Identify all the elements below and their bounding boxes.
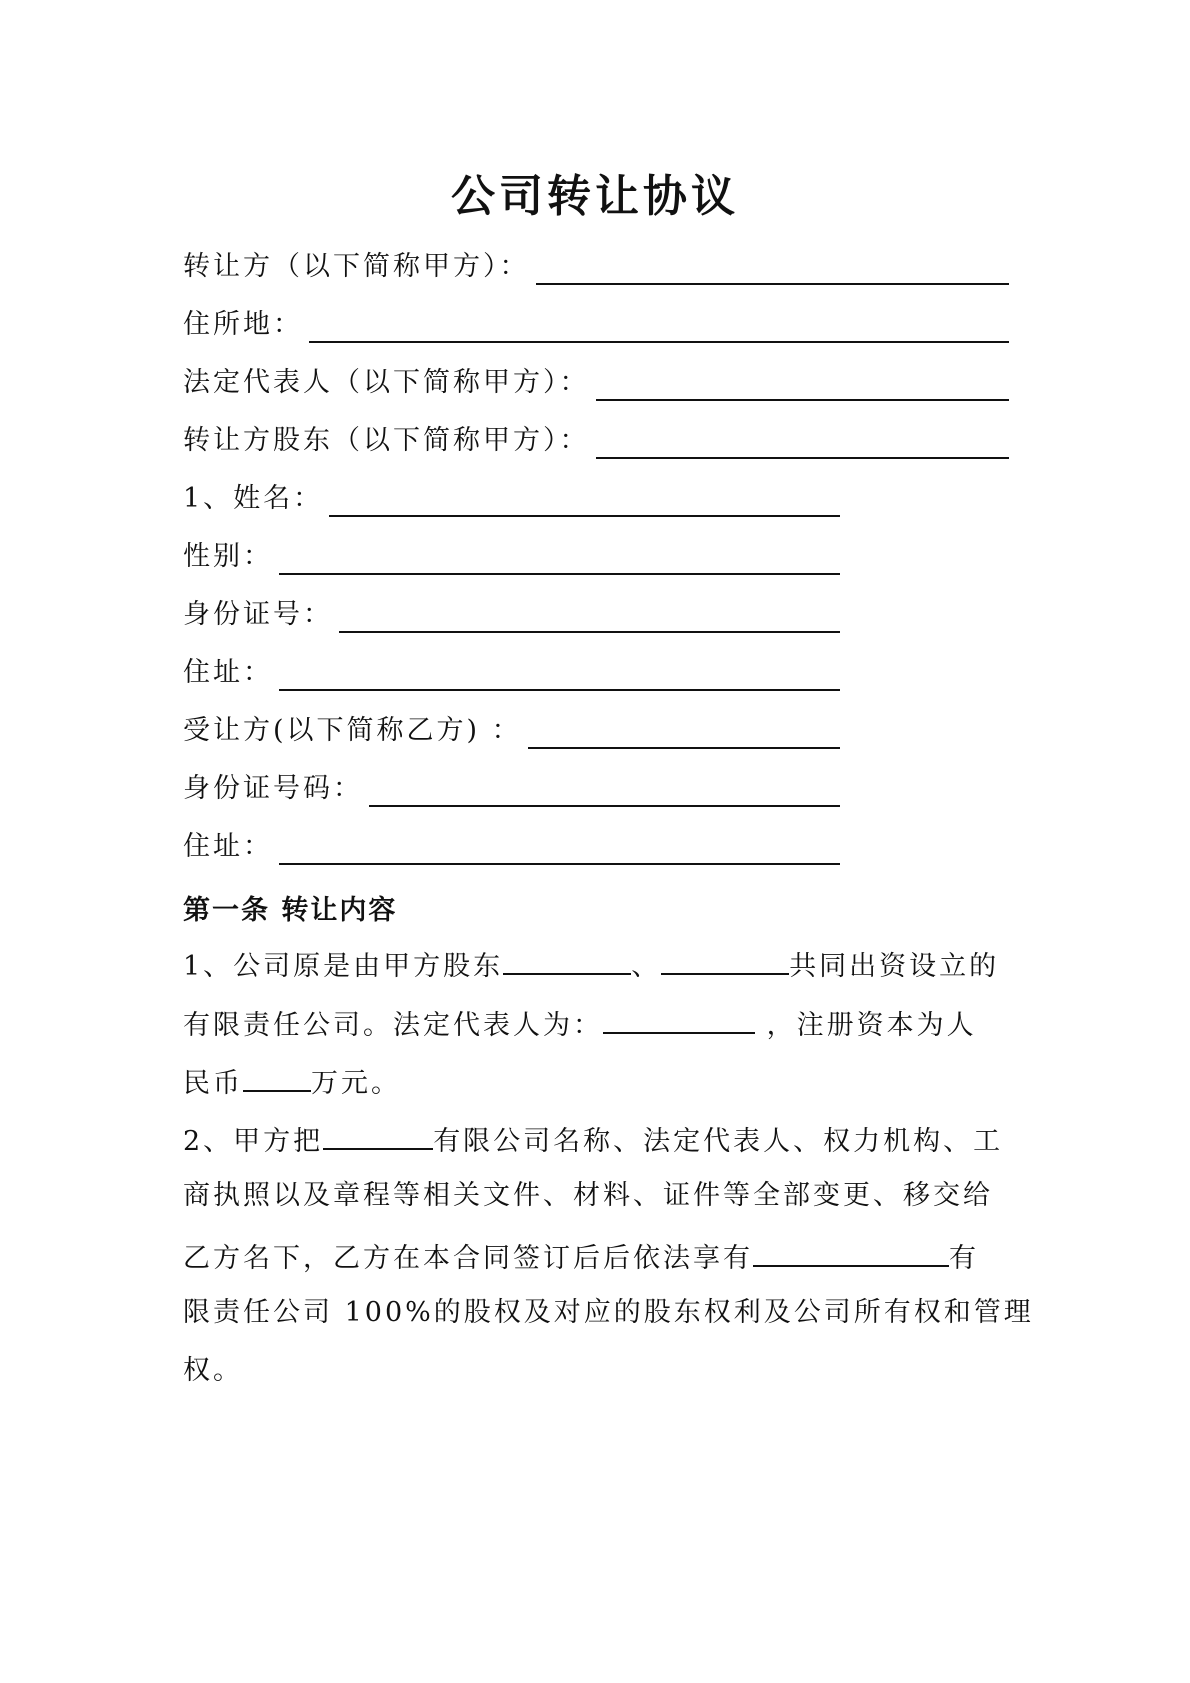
- paragraph-1-line-3: [183, 1062, 1009, 1102]
- name-label: 1、姓名：: [183, 483, 324, 514]
- id-number-blank[interactable]: [339, 601, 840, 633]
- p1-line3-text-a: 民币: [183, 1068, 243, 1099]
- address-1-label: 住址：: [183, 657, 273, 688]
- legal-rep-field: [183, 361, 1009, 401]
- name-field: [183, 477, 840, 517]
- company-name-blank[interactable]: [323, 1120, 433, 1150]
- transferee-field: [183, 709, 840, 749]
- legal-rep-label: 法定代表人（以下简称甲方）：: [183, 367, 590, 398]
- address-2-field: [183, 825, 840, 865]
- domicile-label: 住所地：: [183, 309, 303, 340]
- shareholder-1-blank[interactable]: [503, 945, 631, 975]
- paragraph-2-line-2: 商执照以及章程等相关文件、材料、证件等全部变更、移交给: [183, 1180, 993, 1211]
- address-2-blank[interactable]: [279, 833, 840, 865]
- transferee-label: 受让方(以下简称乙方) ：: [183, 715, 522, 746]
- p2-line1-text-b: 有限公司名称、法定代表人、权力机构、工: [433, 1126, 1004, 1157]
- id-code-label: 身份证号码：: [183, 773, 363, 804]
- address-2-label: 住址：: [183, 831, 273, 862]
- id-number-label: 身份证号：: [183, 599, 333, 630]
- gender-label: 性别：: [183, 541, 273, 572]
- paragraph-1-line-2: [183, 1004, 1009, 1044]
- id-number-field: [183, 593, 840, 633]
- shareholder-2-blank[interactable]: [661, 945, 789, 975]
- p1-line2-text-b: ，注册资本为人: [755, 1010, 977, 1041]
- id-code-blank[interactable]: [369, 775, 840, 807]
- domicile-blank[interactable]: [309, 311, 1009, 343]
- p2-line3-text-a: 乙方名下，乙方在本合同签订后后依法享有: [183, 1243, 753, 1274]
- paragraph-2-line-1: [183, 1120, 1009, 1160]
- p1-line3-text-b: 万元。: [311, 1068, 401, 1099]
- transferor-shareholder-blank[interactable]: [596, 427, 1010, 459]
- address-1-blank[interactable]: [279, 659, 840, 691]
- domicile-field: [183, 303, 1009, 343]
- transferor-blank[interactable]: [536, 253, 1010, 285]
- paragraph-2-line-4: 限责任公司 100%的股权及对应的股东权利及公司所有权和管理: [183, 1297, 1034, 1328]
- transferor-shareholder-field: [183, 419, 1009, 459]
- gender-field: [183, 535, 840, 575]
- paragraph-1-line-1: [183, 945, 1009, 985]
- p2-line1-text-a: 2、甲方把: [183, 1126, 324, 1157]
- address-1-field: [183, 651, 840, 691]
- transferee-blank[interactable]: [528, 717, 840, 749]
- transferor-label: 转让方（以下简称甲方）：: [183, 251, 530, 282]
- capital-amount-blank[interactable]: [243, 1062, 311, 1092]
- gender-blank[interactable]: [279, 543, 840, 575]
- paragraph-2-line-3: [183, 1237, 1009, 1277]
- legal-rep-blank[interactable]: [596, 369, 1010, 401]
- p1-line1-separator: 、: [631, 951, 662, 982]
- p2-line3-text-b: 有: [949, 1243, 979, 1274]
- transferor-shareholder-label: 转让方股东（以下简称甲方）：: [183, 425, 590, 456]
- p1-line1-text-b: 共同出资设立的: [789, 951, 1000, 982]
- p1-line2-text-a: 有限责任公司。法定代表人为：: [183, 1010, 603, 1041]
- legal-rep-inline-blank[interactable]: [603, 1004, 755, 1034]
- id-code-field: [183, 767, 840, 807]
- transferor-field: [183, 245, 1009, 285]
- section-heading: 第一条 转让内容: [183, 895, 398, 926]
- company-inline-blank[interactable]: [753, 1237, 949, 1267]
- paragraph-2-line-5: 权。: [183, 1355, 243, 1386]
- name-blank[interactable]: [329, 485, 840, 517]
- document-title: 公司转让协议: [451, 171, 739, 222]
- p1-line1-text-a: 1、公司原是由甲方股东: [183, 951, 504, 982]
